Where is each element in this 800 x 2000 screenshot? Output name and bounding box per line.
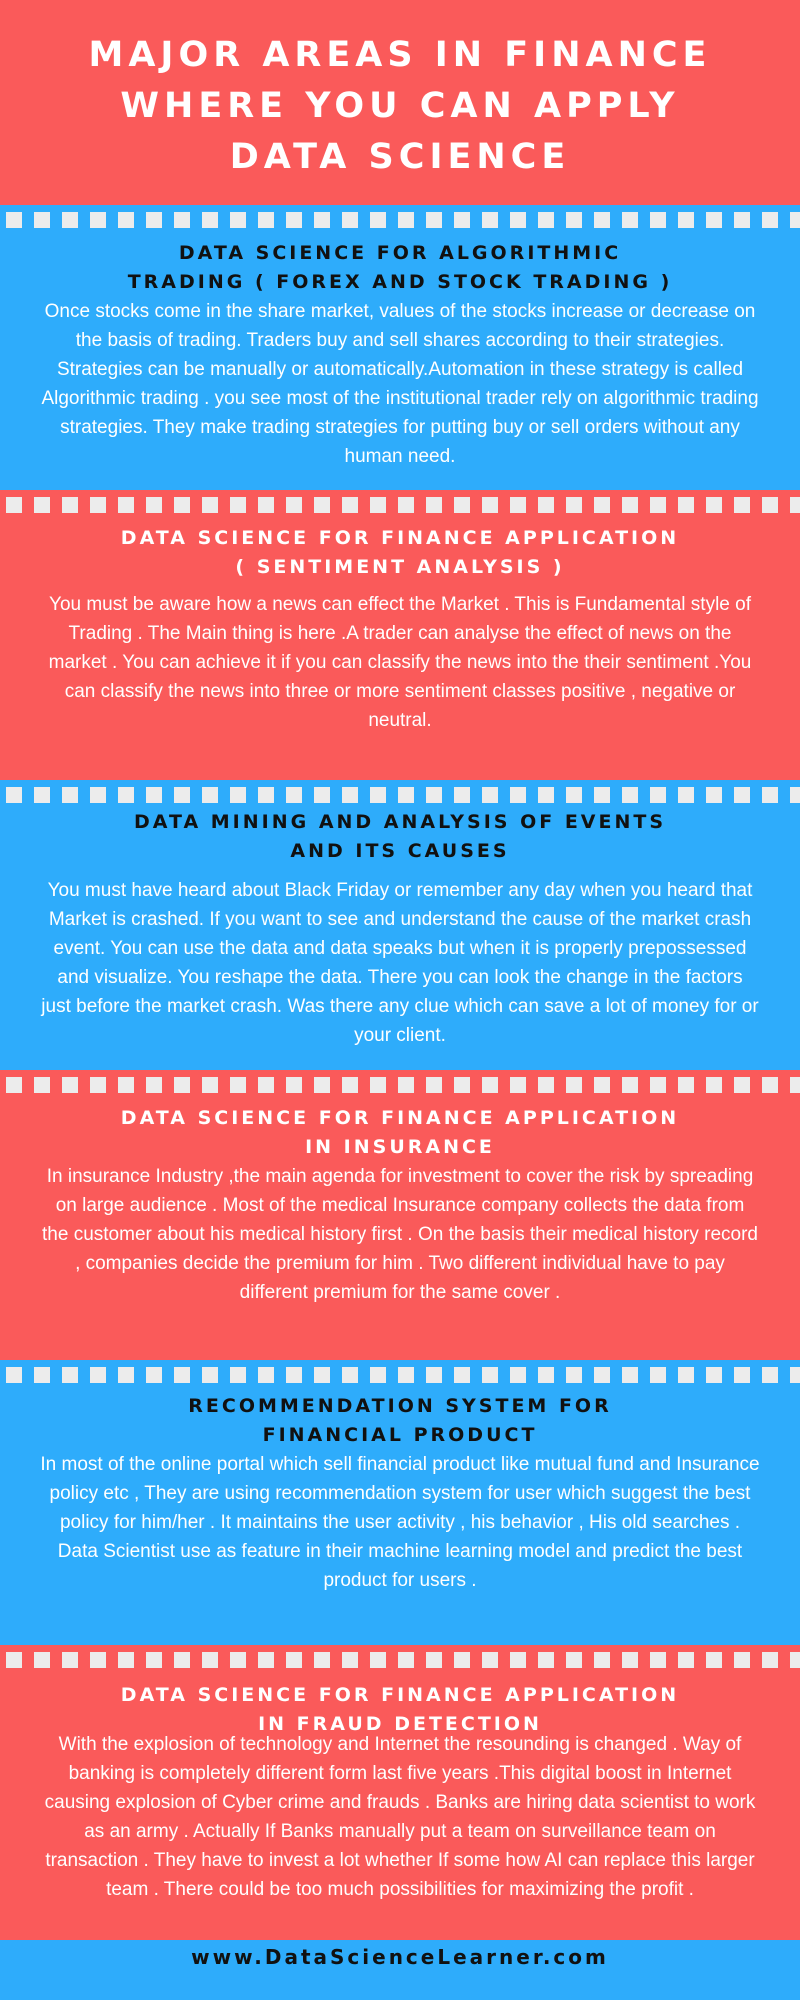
section-algorithmic-trading <box>0 205 800 490</box>
section-heading-line-2: IN FRAUD DETECTION <box>258 1713 542 1735</box>
section-heading-line-2: AND ITS CAUSES <box>290 840 510 862</box>
section-heading <box>0 1392 800 1450</box>
section-body: In insurance Industry ,the main agenda for investment to cover the risk by spreading on large audience . Most of the medical Insurance company collects the data from the customer about his medical history first . On the basis their medical history record , companies decide the premium for him . Two different individual have to pay different premium for the same cover . <box>42 1166 758 1303</box>
page-title <box>0 30 800 183</box>
dashed-divider <box>0 490 800 520</box>
section-insurance <box>0 1070 800 1360</box>
section-heading-line-2: TRADING ( FOREX AND STOCK TRADING ) <box>127 271 673 293</box>
section-heading-line-2: IN INSURANCE <box>305 1136 495 1158</box>
section-heading-line-1: DATA MINING AND ANALYSIS OF EVENTS <box>133 811 667 833</box>
section-data-mining-events <box>0 780 800 1070</box>
section-heading-line-1: DATA SCIENCE FOR FINANCE APPLICATION <box>120 1107 680 1129</box>
section-heading <box>0 808 800 866</box>
section-fraud-detection <box>0 1645 800 1940</box>
dashed-divider <box>0 205 800 235</box>
section-heading <box>0 1104 800 1162</box>
section-body: Once stocks come in the share market, values of the stocks increase or decrease on the basis of trading. Traders buy and sell shares according to their strategies. Strategies can be manually or automatically.Automation in these strategy is called Algorithmic trading . you see most of the institutional trader rely on algorithmic trading strategies. They make trading strategies for putting buy or sell orders without any human need. <box>41 301 759 467</box>
dashed-divider <box>0 1645 800 1675</box>
section-recommendation-system <box>0 1360 800 1645</box>
section-heading-line-2: ( SENTIMENT ANALYSIS ) <box>235 556 565 578</box>
section-heading-line-1: DATA SCIENCE FOR FINANCE APPLICATION <box>120 1684 680 1706</box>
section-body: In most of the online portal which sell financial product like mutual fund and Insurance policy etc , They are using recommendation system for user which suggest the best policy for him/her . It maintains the user activity , his behavior , His old searches . Data Scientist use as feature in their machine learning model and predict the best product for users . <box>40 1454 760 1591</box>
dashed-divider <box>0 780 800 810</box>
dashed-divider <box>0 1360 800 1390</box>
title-banner <box>0 0 800 205</box>
section-heading-line-1: RECOMMENDATION SYSTEM FOR <box>188 1395 612 1417</box>
section-heading-line-2: FINANCIAL PRODUCT <box>262 1424 538 1446</box>
footer-website-link[interactable]: www.DataScienceLearner.com <box>191 1945 609 1969</box>
section-body: You must be aware how a news can effect the Market . This is Fundamental style of Trading . The Main thing is here .A trader can analyse the effect of news on the market . You can achieve it if you can classify the news into the their sentiment .You can classify the news into three or more sentiment classes positive , negative or neutral. <box>48 594 752 731</box>
dashed-divider <box>0 1070 800 1100</box>
section-sentiment-analysis <box>0 490 800 780</box>
page-title-line-3: DATA SCIENCE <box>229 137 571 177</box>
page-title-line-2: WHERE YOU CAN APPLY <box>120 86 680 126</box>
section-heading <box>0 524 800 582</box>
section-heading <box>0 239 800 297</box>
section-body: With the explosion of technology and Internet the resounding is changed . Way of banking is completely different form last five years .This digital boost in Internet causing explosion of Cyber crime and frauds . Banks are hiring data scientist to work as an army . Actually If Banks manually put a team on surveillance team on transaction . They have to invest a lot whether If some how AI can replace this larger team . There could be too much possibilities for maximizing the profit . <box>44 1734 756 1900</box>
section-heading-line-1: DATA SCIENCE FOR ALGORITHMIC <box>178 242 622 264</box>
section-heading-line-1: DATA SCIENCE FOR FINANCE APPLICATION <box>120 527 680 549</box>
page-title-line-1: MAJOR AREAS IN FINANCE <box>88 35 712 75</box>
section-body: You must have heard about Black Friday or remember any day when you heard that Market is crashed. If you want to see and understand the cause of the market crash event. You can use the data and data speaks but when it is properly prepossessed and visualize. You reshape the data. There you can look the change in the factors just before the market crash. Was there any clue which can save a lot of money for or your client. <box>41 880 759 1046</box>
